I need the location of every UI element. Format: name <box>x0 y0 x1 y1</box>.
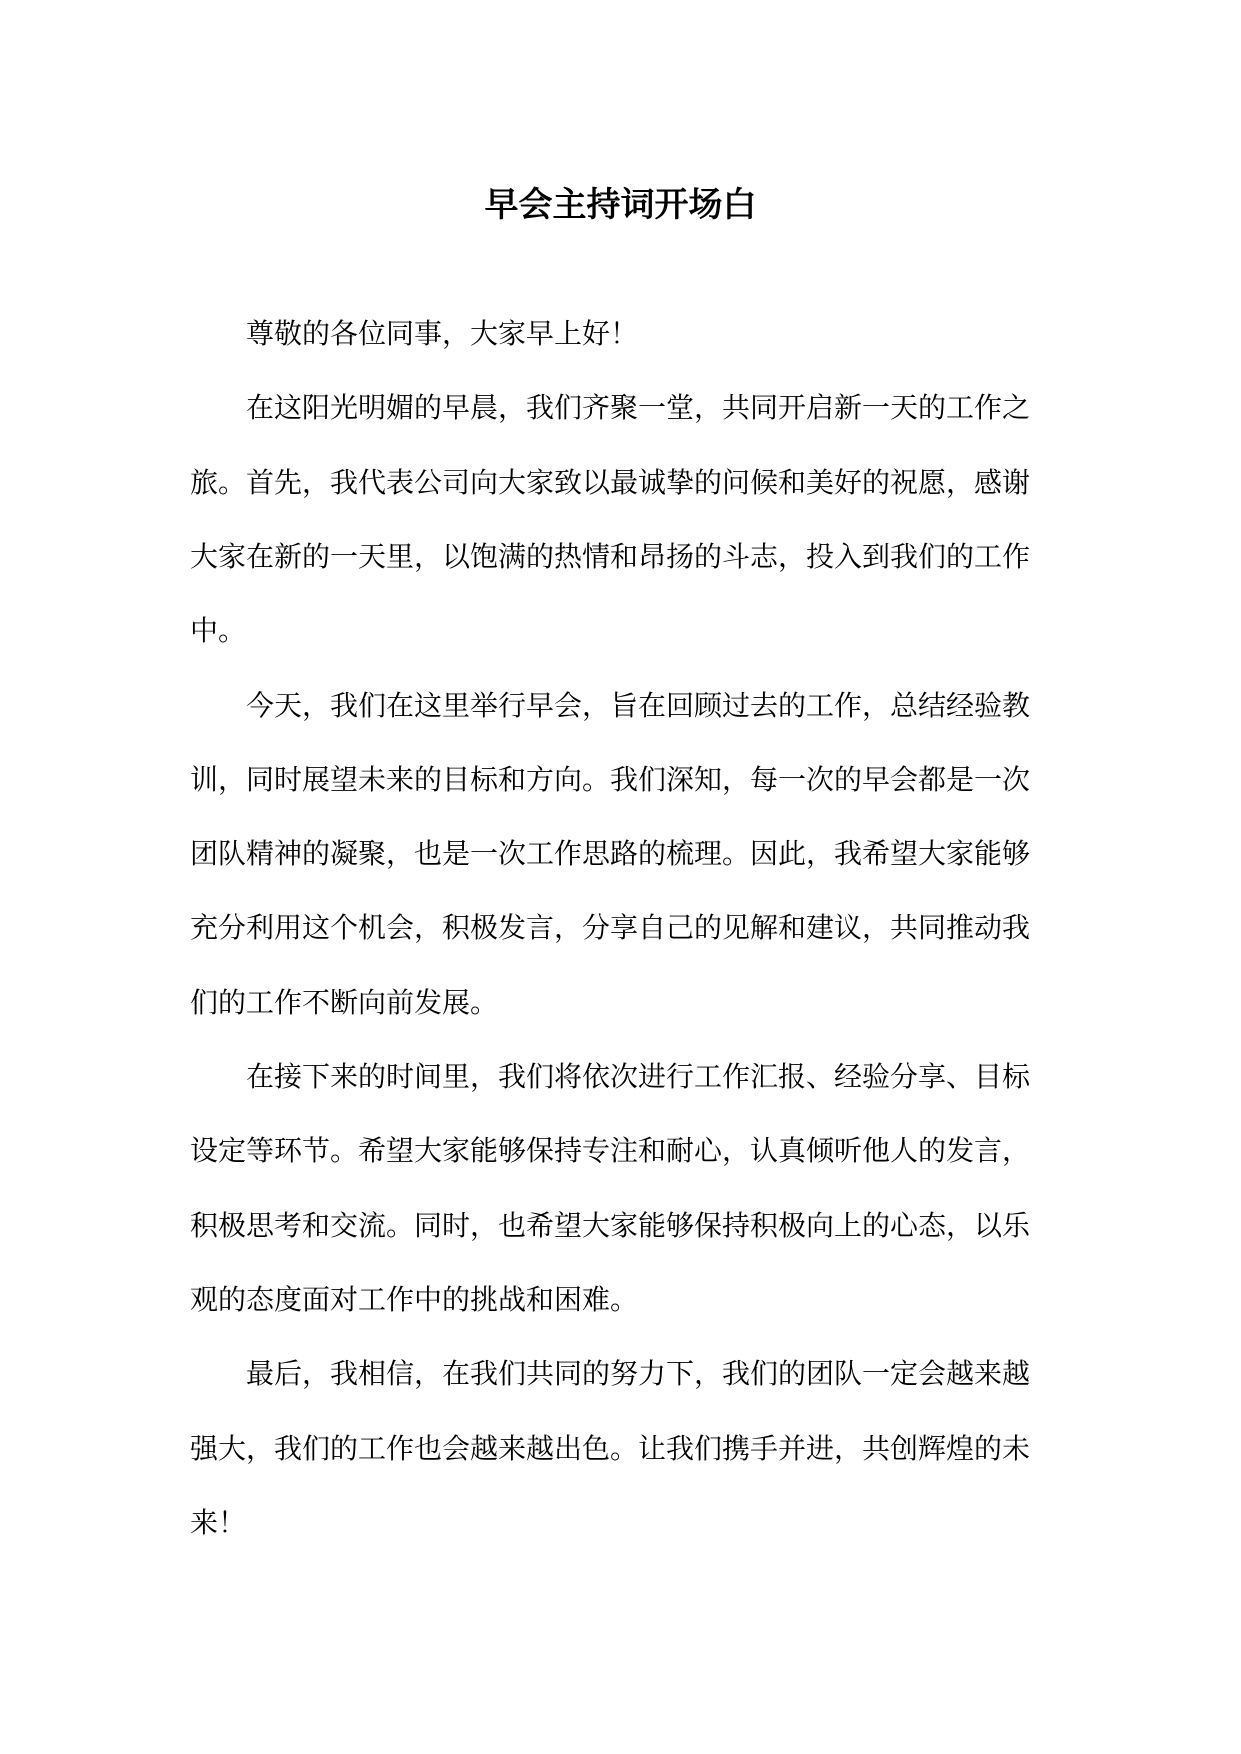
paragraph-2-line-5: 们的工作不断向前发展。 <box>190 986 499 1019</box>
paragraph-4-line-2: 强大，我们的工作也会越来越出色。让我们携手并进，共创辉煌的未 <box>190 1432 1031 1465</box>
paragraph-4-line-1: 最后，我相信，在我们共同的努力下，我们的团队一定会越来越 <box>246 1357 1031 1390</box>
paragraph-2-line-4: 充分利用这个机会，积极发言，分享自己的见解和建议，共同推动我 <box>190 911 1031 944</box>
paragraph-3-line-2: 设定等环节。希望大家能够保持专注和耐心，认真倾听他人的发言， <box>190 1134 1031 1167</box>
paragraph-1-line-3: 大家在新的一天里，以饱满的热情和昂扬的斗志，投入到我们的工作 <box>190 540 1031 573</box>
paragraph-3-line-4: 观的态度面对工作中的挑战和困难。 <box>190 1283 639 1316</box>
paragraph-4-line-3: 来！ <box>190 1506 247 1539</box>
paragraph-2-line-3: 团队精神的凝聚，也是一次工作思路的梳理。因此，我希望大家能够 <box>190 837 1031 870</box>
paragraph-2-line-1: 今天，我们在这里举行早会，旨在回顾过去的工作，总结经验教 <box>246 689 1031 722</box>
document-title: 早会主持词开场白 <box>484 185 757 225</box>
paragraph-2-line-2: 训，同时展望未来的目标和方向。我们深知，每一次的早会都是一次 <box>190 763 1031 796</box>
paragraph-3-line-1: 在接下来的时间里，我们将依次进行工作汇报、经验分享、目标 <box>246 1060 1031 1093</box>
paragraph-1-line-2: 旅。首先，我代表公司向大家致以最诚挚的问候和美好的祝愿，感谢 <box>190 466 1031 499</box>
greeting-line: 尊敬的各位同事，大家早上好！ <box>246 317 639 350</box>
paragraph-1-line-1: 在这阳光明媚的早晨，我们齐聚一堂，共同开启新一天的工作之 <box>246 391 1031 424</box>
paragraph-3-line-3: 积极思考和交流。同时，也希望大家能够保持积极向上的心态，以乐 <box>190 1209 1031 1242</box>
paragraph-1-line-4: 中。 <box>190 614 247 647</box>
